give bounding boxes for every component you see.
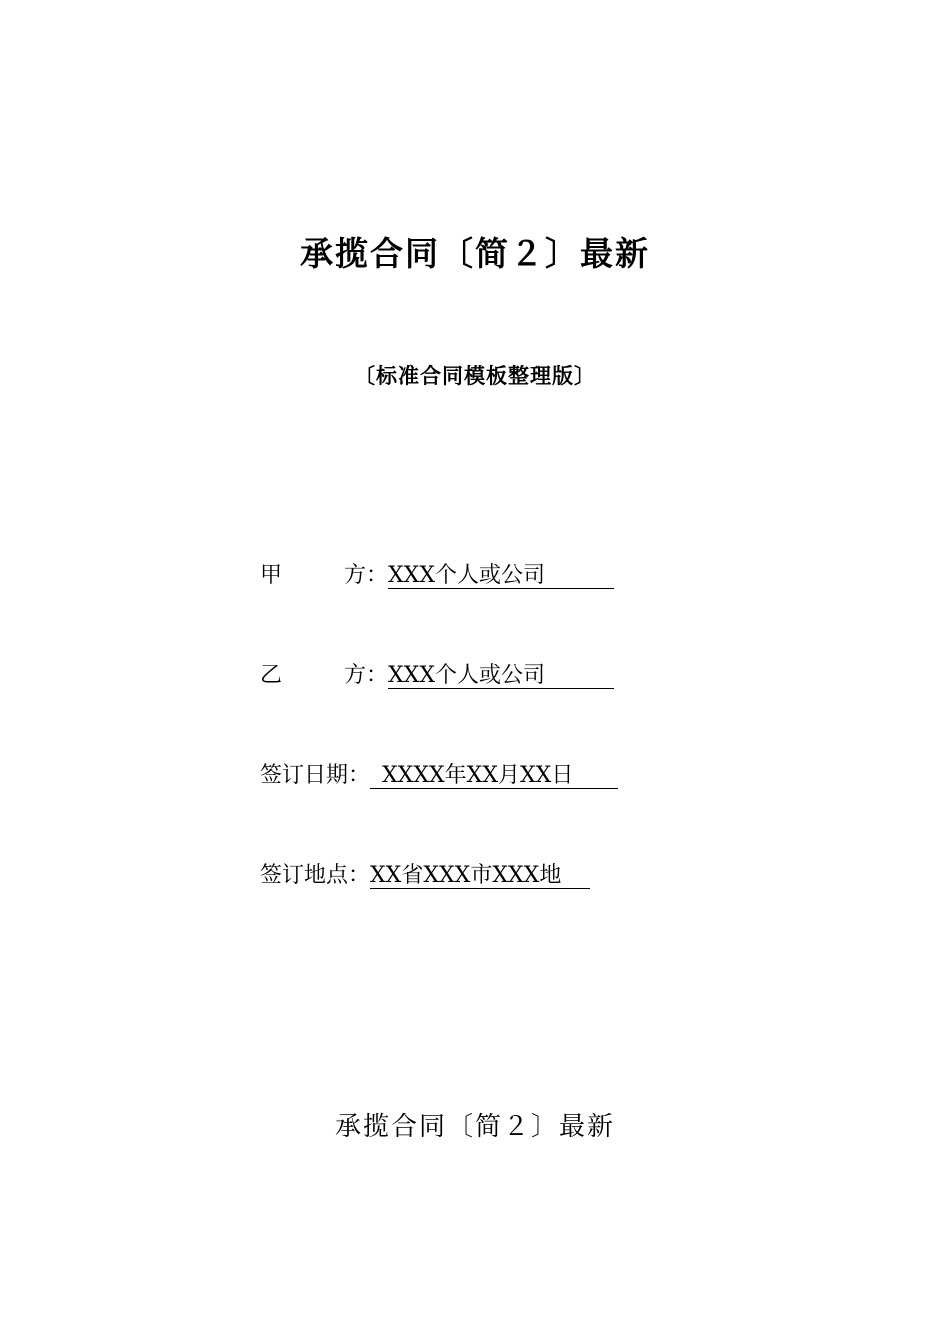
party-a-label-suffix: 方：: [343, 563, 388, 588]
party-b-label-suffix: 方：: [343, 663, 388, 688]
signing-date-field: [260, 762, 618, 790]
signing-place-value: XX省XXX市XXX地: [370, 864, 590, 889]
party-b-field: [260, 662, 614, 690]
party-a-value: XXX个人或公司: [388, 564, 614, 589]
document-subtitle: 〔标准合同模板整理版〕: [354, 363, 596, 388]
signing-date-label: 签订日期：: [260, 763, 371, 788]
party-a-field: [260, 562, 614, 590]
party-b-label: [260, 662, 388, 690]
signing-date-value: XXXX年XX月XX日: [370, 764, 618, 789]
signing-place-label: 签订地点：: [260, 863, 371, 888]
footer-title: 承揽合同〔简２〕最新: [334, 1112, 615, 1142]
party-a-label-char: 甲: [260, 563, 283, 588]
party-b-label-char: 乙: [260, 663, 283, 688]
party-b-value: XXX个人或公司: [388, 664, 614, 689]
document-title: 承揽合同〔简２〕最新: [300, 234, 650, 273]
party-a-label: [260, 562, 388, 590]
signing-place-field: [260, 862, 590, 890]
